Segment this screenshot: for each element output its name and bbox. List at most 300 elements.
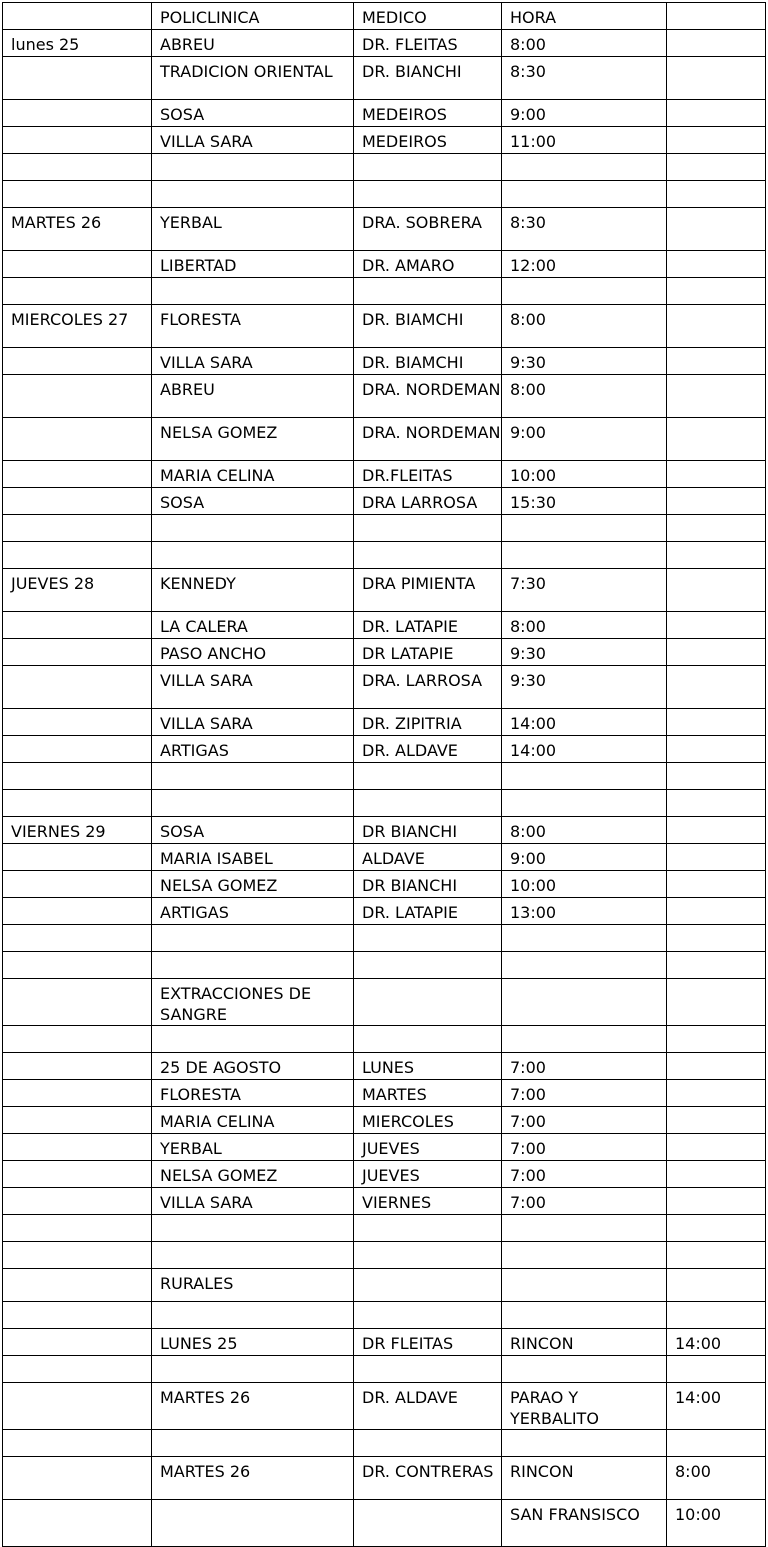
cell-hora: SAN FRANSISCO	[502, 1500, 667, 1547]
cell-hora	[502, 515, 667, 542]
cell-policlinica	[152, 1500, 354, 1547]
cell-day	[3, 1242, 152, 1269]
table-row	[3, 817, 766, 844]
cell-medico: DRA. NORDEMAN	[354, 375, 502, 418]
table-row	[3, 736, 766, 763]
cell-policlinica	[152, 1430, 354, 1457]
cell-day	[3, 515, 152, 542]
table-row	[3, 1430, 766, 1457]
table-row	[3, 1134, 766, 1161]
cell-extra	[667, 952, 766, 979]
cell-hora	[502, 1242, 667, 1269]
cell-hora	[502, 790, 667, 817]
cell-day	[3, 1026, 152, 1053]
cell-hora	[502, 925, 667, 952]
table-row	[3, 925, 766, 952]
cell-medico: DR. ALDAVE	[354, 1383, 502, 1430]
cell-policlinica: 25 DE AGOSTO	[152, 1053, 354, 1080]
cell-day	[3, 1302, 152, 1329]
cell-hora: 8:00	[502, 817, 667, 844]
header-cell-day	[3, 3, 152, 30]
cell-day	[3, 736, 152, 763]
cell-extra	[667, 871, 766, 898]
cell-medico	[354, 763, 502, 790]
cell-medico: DR.FLEITAS	[354, 461, 502, 488]
cell-hora	[502, 763, 667, 790]
cell-policlinica	[152, 1242, 354, 1269]
cell-medico	[354, 790, 502, 817]
cell-day	[3, 1500, 152, 1547]
table-row	[3, 461, 766, 488]
cell-policlinica: RURALES	[152, 1269, 354, 1302]
table-row	[3, 612, 766, 639]
cell-hora: 8:00	[502, 305, 667, 348]
cell-medico: MEDEIROS	[354, 100, 502, 127]
cell-policlinica	[152, 952, 354, 979]
table-row	[3, 1026, 766, 1053]
cell-day	[3, 790, 152, 817]
cell-extra	[667, 1215, 766, 1242]
cell-day	[3, 844, 152, 871]
cell-hora	[502, 1269, 667, 1302]
cell-day	[3, 1134, 152, 1161]
cell-hora: 8:00	[502, 375, 667, 418]
cell-policlinica	[152, 515, 354, 542]
table-row	[3, 1107, 766, 1134]
cell-hora: RINCON	[502, 1457, 667, 1500]
table-row	[3, 375, 766, 418]
cell-extra	[667, 666, 766, 709]
cell-day	[3, 461, 152, 488]
cell-day	[3, 925, 152, 952]
table-row	[3, 1242, 766, 1269]
table-row	[3, 898, 766, 925]
cell-hora: 7:00	[502, 1107, 667, 1134]
cell-extra	[667, 925, 766, 952]
cell-hora: 8:00	[502, 612, 667, 639]
cell-extra	[667, 375, 766, 418]
cell-policlinica: NELSA GOMEZ	[152, 871, 354, 898]
cell-day	[3, 666, 152, 709]
cell-extra	[667, 1080, 766, 1107]
cell-hora: 8:30	[502, 57, 667, 100]
cell-medico	[354, 154, 502, 181]
cell-medico	[354, 1269, 502, 1302]
cell-medico: DR BIANCHI	[354, 817, 502, 844]
cell-policlinica: YERBAL	[152, 1134, 354, 1161]
cell-policlinica: MARIA CELINA	[152, 461, 354, 488]
cell-medico: DR. ALDAVE	[354, 736, 502, 763]
table-row	[3, 542, 766, 569]
cell-day	[3, 542, 152, 569]
table-row	[3, 488, 766, 515]
cell-extra	[667, 1356, 766, 1383]
cell-policlinica: VILLA SARA	[152, 127, 354, 154]
table-row	[3, 1356, 766, 1383]
cell-policlinica: SOSA	[152, 488, 354, 515]
cell-extra	[667, 639, 766, 666]
cell-hora: 12:00	[502, 251, 667, 278]
cell-day: JUEVES 28	[3, 569, 152, 612]
table-row	[3, 251, 766, 278]
cell-hora: RINCON	[502, 1329, 667, 1356]
table-row	[3, 709, 766, 736]
cell-hora: 9:00	[502, 418, 667, 461]
cell-medico	[354, 1242, 502, 1269]
cell-day	[3, 1356, 152, 1383]
table-row	[3, 1053, 766, 1080]
header-cell-medico: MEDICO	[354, 3, 502, 30]
cell-medico: DR FLEITAS	[354, 1329, 502, 1356]
cell-extra	[667, 127, 766, 154]
cell-extra	[667, 461, 766, 488]
table-row	[3, 1080, 766, 1107]
cell-medico: DR. FLEITAS	[354, 30, 502, 57]
cell-extra	[667, 30, 766, 57]
cell-policlinica: NELSA GOMEZ	[152, 1161, 354, 1188]
cell-policlinica	[152, 154, 354, 181]
cell-medico: DRA. NORDEMAN	[354, 418, 502, 461]
cell-policlinica: FLORESTA	[152, 1080, 354, 1107]
cell-extra	[667, 542, 766, 569]
cell-extra	[667, 305, 766, 348]
cell-day	[3, 181, 152, 208]
cell-medico: DR. LATAPIE	[354, 898, 502, 925]
table-row	[3, 57, 766, 100]
cell-extra	[667, 57, 766, 100]
cell-hora: 14:00	[502, 736, 667, 763]
cell-policlinica: MARIA CELINA	[152, 1107, 354, 1134]
header-cell-hora: HORA	[502, 3, 667, 30]
cell-hora: 14:00	[502, 709, 667, 736]
cell-policlinica: KENNEDY	[152, 569, 354, 612]
cell-hora: 7:00	[502, 1053, 667, 1080]
cell-day	[3, 952, 152, 979]
cell-policlinica: LIBERTAD	[152, 251, 354, 278]
cell-extra	[667, 348, 766, 375]
schedule-table	[2, 2, 766, 1547]
cell-policlinica: VILLA SARA	[152, 709, 354, 736]
cell-medico	[354, 952, 502, 979]
cell-day	[3, 251, 152, 278]
cell-medico	[354, 542, 502, 569]
table-row	[3, 278, 766, 305]
cell-extra: 14:00	[667, 1329, 766, 1356]
cell-hora: 11:00	[502, 127, 667, 154]
table-row	[3, 569, 766, 612]
cell-extra	[667, 1053, 766, 1080]
cell-medico: DRA LARROSA	[354, 488, 502, 515]
cell-extra	[667, 154, 766, 181]
cell-policlinica: VILLA SARA	[152, 348, 354, 375]
cell-medico: JUEVES	[354, 1134, 502, 1161]
cell-extra	[667, 844, 766, 871]
cell-hora: 7:00	[502, 1080, 667, 1107]
cell-extra	[667, 790, 766, 817]
cell-extra	[667, 736, 766, 763]
cell-hora	[502, 979, 667, 1026]
cell-policlinica: PASO ANCHO	[152, 639, 354, 666]
cell-day	[3, 639, 152, 666]
cell-hora	[502, 1302, 667, 1329]
table-row	[3, 154, 766, 181]
cell-policlinica: LA CALERA	[152, 612, 354, 639]
cell-policlinica: LUNES 25	[152, 1329, 354, 1356]
cell-day	[3, 1383, 152, 1430]
cell-medico: JUEVES	[354, 1161, 502, 1188]
cell-medico: MIERCOLES	[354, 1107, 502, 1134]
cell-medico	[354, 181, 502, 208]
table-row	[3, 1383, 766, 1430]
cell-hora	[502, 1356, 667, 1383]
cell-policlinica	[152, 278, 354, 305]
cell-medico: DRA. SOBRERA	[354, 208, 502, 251]
cell-hora: 10:00	[502, 461, 667, 488]
cell-policlinica: YERBAL	[152, 208, 354, 251]
cell-day: VIERNES 29	[3, 817, 152, 844]
cell-day: MARTES 26	[3, 208, 152, 251]
cell-extra	[667, 1161, 766, 1188]
cell-hora	[502, 542, 667, 569]
cell-medico: LUNES	[354, 1053, 502, 1080]
cell-extra	[667, 1188, 766, 1215]
table-row	[3, 348, 766, 375]
cell-hora: 15:30	[502, 488, 667, 515]
cell-policlinica	[152, 1302, 354, 1329]
cell-day	[3, 127, 152, 154]
cell-day	[3, 612, 152, 639]
cell-medico	[354, 1356, 502, 1383]
header-cell-policlinica: POLICLINICA	[152, 3, 354, 30]
cell-extra	[667, 1269, 766, 1302]
cell-day	[3, 57, 152, 100]
cell-day	[3, 1457, 152, 1500]
table-row	[3, 1329, 766, 1356]
cell-hora: 8:00	[502, 30, 667, 57]
table-row	[3, 1302, 766, 1329]
cell-extra	[667, 100, 766, 127]
cell-medico	[354, 979, 502, 1026]
table-row	[3, 100, 766, 127]
cell-day	[3, 1107, 152, 1134]
cell-policlinica: VILLA SARA	[152, 1188, 354, 1215]
cell-policlinica: MARTES 26	[152, 1383, 354, 1430]
cell-medico: DR BIANCHI	[354, 871, 502, 898]
cell-medico	[354, 1500, 502, 1547]
cell-hora: 9:30	[502, 639, 667, 666]
header-cell-extra	[667, 3, 766, 30]
cell-hora	[502, 1026, 667, 1053]
cell-policlinica	[152, 1215, 354, 1242]
cell-extra: 8:00	[667, 1457, 766, 1500]
table-row	[3, 1269, 766, 1302]
cell-extra	[667, 1107, 766, 1134]
cell-day	[3, 488, 152, 515]
cell-hora: 7:30	[502, 569, 667, 612]
cell-medico	[354, 1430, 502, 1457]
cell-extra	[667, 1026, 766, 1053]
cell-medico	[354, 1215, 502, 1242]
cell-extra	[667, 898, 766, 925]
cell-hora	[502, 181, 667, 208]
cell-hora	[502, 278, 667, 305]
cell-extra	[667, 488, 766, 515]
cell-day	[3, 1080, 152, 1107]
table-row	[3, 1161, 766, 1188]
table-row	[3, 305, 766, 348]
cell-hora: 13:00	[502, 898, 667, 925]
cell-extra	[667, 1430, 766, 1457]
cell-policlinica	[152, 925, 354, 952]
cell-medico: DRA PIMIENTA	[354, 569, 502, 612]
cell-medico: DR. AMARO	[354, 251, 502, 278]
cell-extra	[667, 251, 766, 278]
cell-policlinica	[152, 1026, 354, 1053]
cell-policlinica: FLORESTA	[152, 305, 354, 348]
cell-policlinica	[152, 542, 354, 569]
cell-day	[3, 709, 152, 736]
cell-day	[3, 278, 152, 305]
cell-policlinica: SOSA	[152, 817, 354, 844]
cell-medico	[354, 1302, 502, 1329]
cell-extra	[667, 1134, 766, 1161]
table-row	[3, 666, 766, 709]
cell-extra	[667, 1302, 766, 1329]
cell-extra	[667, 208, 766, 251]
cell-hora: 9:00	[502, 844, 667, 871]
cell-day	[3, 348, 152, 375]
cell-day	[3, 763, 152, 790]
table-row	[3, 1188, 766, 1215]
cell-extra	[667, 612, 766, 639]
cell-medico: DR. BIANCHI	[354, 57, 502, 100]
cell-medico	[354, 1026, 502, 1053]
header-row	[3, 3, 766, 30]
table-row	[3, 418, 766, 461]
cell-policlinica: MARTES 26	[152, 1457, 354, 1500]
cell-extra: 14:00	[667, 1383, 766, 1430]
cell-day	[3, 100, 152, 127]
table-row	[3, 1500, 766, 1547]
cell-medico: DR. LATAPIE	[354, 612, 502, 639]
cell-day	[3, 154, 152, 181]
cell-hora: 10:00	[502, 871, 667, 898]
cell-hora: 7:00	[502, 1188, 667, 1215]
table-row	[3, 127, 766, 154]
cell-extra	[667, 1242, 766, 1269]
table-row	[3, 763, 766, 790]
cell-medico: DR LATAPIE	[354, 639, 502, 666]
table-row	[3, 952, 766, 979]
cell-hora: 7:00	[502, 1134, 667, 1161]
table-row	[3, 844, 766, 871]
cell-extra	[667, 979, 766, 1026]
cell-policlinica	[152, 1356, 354, 1383]
cell-extra	[667, 278, 766, 305]
cell-policlinica	[152, 763, 354, 790]
cell-day	[3, 1161, 152, 1188]
cell-day	[3, 1215, 152, 1242]
cell-policlinica: TRADICION ORIENTAL	[152, 57, 354, 100]
cell-hora	[502, 1215, 667, 1242]
cell-medico: DR. BIAMCHI	[354, 348, 502, 375]
cell-hora: 9:30	[502, 666, 667, 709]
cell-medico	[354, 278, 502, 305]
table-row	[3, 30, 766, 57]
cell-hora: PARAO Y YERBALITO	[502, 1383, 667, 1430]
cell-hora	[502, 952, 667, 979]
cell-policlinica: ABREU	[152, 30, 354, 57]
cell-policlinica	[152, 181, 354, 208]
cell-day: lunes 25	[3, 30, 152, 57]
table-row	[3, 515, 766, 542]
cell-policlinica: EXTRACCIONES DE SANGRE	[152, 979, 354, 1026]
cell-extra	[667, 709, 766, 736]
cell-medico: ALDAVE	[354, 844, 502, 871]
table-row	[3, 871, 766, 898]
table-row	[3, 639, 766, 666]
cell-medico: DR. ZIPITRIA	[354, 709, 502, 736]
cell-policlinica: SOSA	[152, 100, 354, 127]
cell-extra	[667, 569, 766, 612]
cell-policlinica	[152, 790, 354, 817]
cell-hora	[502, 1430, 667, 1457]
cell-medico: DR. BIAMCHI	[354, 305, 502, 348]
cell-policlinica: VILLA SARA	[152, 666, 354, 709]
cell-extra	[667, 515, 766, 542]
cell-day: MIERCOLES 27	[3, 305, 152, 348]
table-row	[3, 979, 766, 1026]
cell-hora: 9:00	[502, 100, 667, 127]
cell-hora: 8:30	[502, 208, 667, 251]
cell-hora	[502, 154, 667, 181]
table-row	[3, 1215, 766, 1242]
table-row	[3, 790, 766, 817]
table-row	[3, 1457, 766, 1500]
cell-medico: VIERNES	[354, 1188, 502, 1215]
table-row	[3, 181, 766, 208]
cell-medico: DRA. LARROSA	[354, 666, 502, 709]
cell-policlinica: ARTIGAS	[152, 736, 354, 763]
cell-day	[3, 1053, 152, 1080]
cell-policlinica: ABREU	[152, 375, 354, 418]
cell-day	[3, 418, 152, 461]
cell-day	[3, 375, 152, 418]
cell-medico: DR. CONTRERAS	[354, 1457, 502, 1500]
cell-day	[3, 979, 152, 1026]
cell-medico: MEDEIROS	[354, 127, 502, 154]
cell-day	[3, 1269, 152, 1302]
cell-hora: 7:00	[502, 1161, 667, 1188]
cell-extra: 10:00	[667, 1500, 766, 1547]
cell-extra	[667, 763, 766, 790]
cell-medico	[354, 515, 502, 542]
table-row	[3, 208, 766, 251]
cell-medico	[354, 925, 502, 952]
cell-day	[3, 898, 152, 925]
cell-day	[3, 871, 152, 898]
cell-day	[3, 1329, 152, 1356]
cell-day	[3, 1430, 152, 1457]
cell-hora: 9:30	[502, 348, 667, 375]
cell-policlinica: ARTIGAS	[152, 898, 354, 925]
cell-day	[3, 1188, 152, 1215]
cell-extra	[667, 181, 766, 208]
cell-policlinica: MARIA ISABEL	[152, 844, 354, 871]
cell-extra	[667, 418, 766, 461]
cell-extra	[667, 817, 766, 844]
cell-policlinica: NELSA GOMEZ	[152, 418, 354, 461]
